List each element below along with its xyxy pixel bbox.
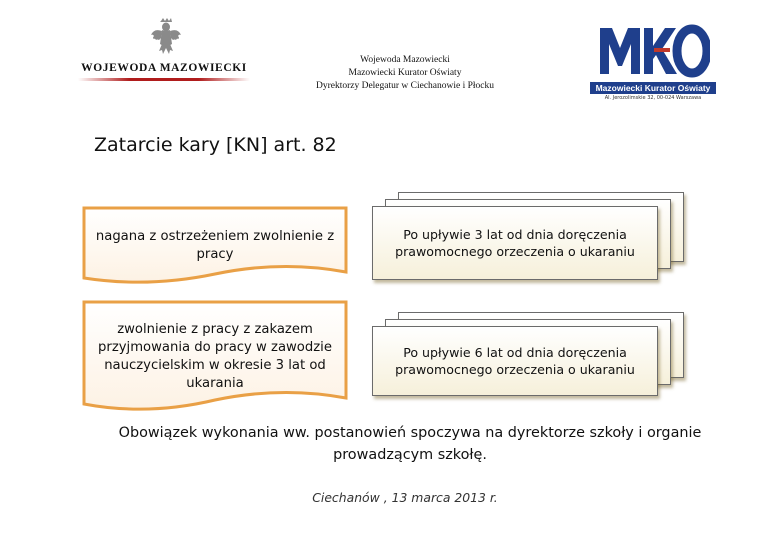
penalty-text: nagana z ostrzeżeniem zwolnienie z pracy: [95, 229, 335, 262]
expiry-stack-6-years: [372, 312, 686, 400]
logo-underline: [78, 78, 250, 81]
expiry-stack-3-years: [372, 192, 686, 284]
mko-logo-band: Mazowiecki Kurator Oświaty: [590, 82, 716, 94]
penalty-box-dismissal-ban: [82, 300, 348, 414]
penalty-text: zwolnienie z pracy z zakazem przyjmowania do pracy w zawodzie nauczycielskim w okresie 3 lat od ukarania: [98, 322, 332, 391]
expiry-text: Po upływie 3 lat od dnia doręczenia prawomocnego orzeczenia o ukaraniu: [395, 227, 635, 259]
obligation-note: Obowiązek wykonania ww. postanowień spoczywa na dyrektorze szkoły i organie prowadzącym szkołę.: [118, 425, 702, 463]
expiry-text: Po upływie 6 lat od dnia doręczenia prawomocnego orzeczenia o ukaraniu: [395, 345, 635, 377]
penalty-box-reprimand: [82, 206, 348, 286]
footer-date: Ciechanów , 13 marca 2013 r.: [312, 490, 498, 505]
wojewoda-logo: [78, 18, 250, 80]
page-title: Zatarcie kary [KN] art. 82: [94, 134, 337, 156]
polish-eagle-icon: [150, 18, 182, 58]
header-line: Wojewoda Mazowiecki: [360, 55, 450, 65]
mko-logo-icon: [596, 22, 710, 80]
header-line: Dyrektorzy Delegatur w Ciechanowie i Płocku: [315, 81, 495, 91]
mko-logo-address: Al. Jerozolimskie 32, 00-024 Warszawa: [604, 95, 702, 101]
mko-logo: [590, 22, 716, 100]
header-authorities: [270, 54, 540, 93]
stack-card-front: [372, 206, 658, 280]
header-line: Mazowiecki Kurator Oświaty: [348, 68, 462, 78]
wojewoda-logo-text: WOJEWODA MAZOWIECKI: [81, 62, 247, 74]
stack-card-front: [372, 326, 658, 396]
